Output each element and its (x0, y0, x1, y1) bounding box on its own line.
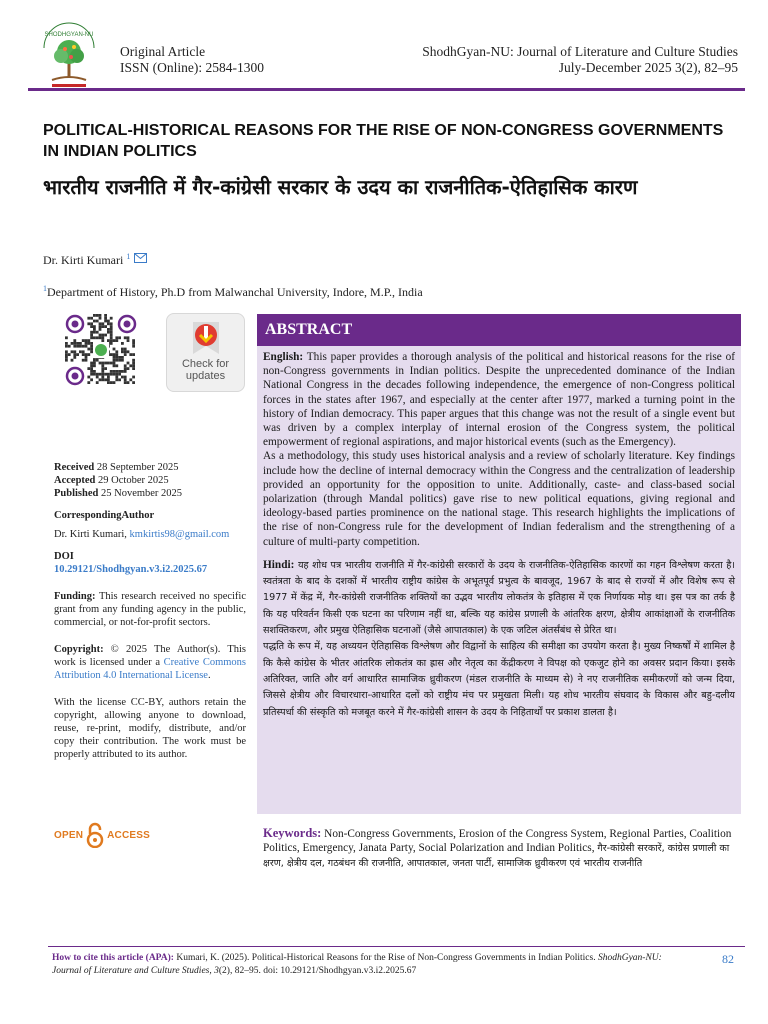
abstract-english-p2: As a methodology, this study uses historical analysis and a review of scholarly literature. Key findings include how the decline of internal democracy within the Congress and the centralization of leadership provided an opportunity for the opposition to unite. Additionally, caste- and class-based social polarization (through Mandal politics) gave rise to new political equations, giving regional and ideology-based parties prominence on the national stage. This research highlights the implications of the rise of non-Congress rule for the development of Indian federalism and the strengthening of a culture of multi-party competition. (263, 450, 735, 548)
corresponding-block (54, 509, 246, 541)
open-lock-icon (85, 822, 105, 848)
abstract-hindi-p1: यह शोध पत्र भारतीय राजनीति में गैर-कांग्रेसी सरकारों के उदय के राजनीतिक-ऐतिहासिक कारणों का गहन विश्लेषण करता है। स्वतंत्रता के बाद के दशकों में भारतीय राष्ट्रीय कांग्रेस के अभूतपूर्व प्रभुत्व के बावजूद, 1967 के बाद से राज्यों में और विशेष रूप से 1977 में केंद्र में, गैर-कांग्रेसी राजनीतिक शक्तियों का उद्भव भारतीय लोकतंत्र के इतिहास में एक निर्णायक मोड़ था। इस पत्र का तर्क है कि यह परिवर्तन किसी एक घटना का परिणाम नहीं था, बल्कि यह कांग्रेस प्रणाली के आंतरिक क्षरण, क्षेत्रीय आकांक्षाओं के राजनीतिक सशक्तिकरण, और प्रमुख ऐतिहासिक घटनाओं (जैसे आपातकाल) के एक जटिल अंतर्संबंध से प्रेरित था। (263, 559, 735, 637)
open-access-logo (54, 822, 150, 848)
author-line (43, 252, 147, 268)
copyright-text: © 2025 The Author(s). This work is licensed under a (54, 644, 246, 668)
accepted-line (54, 474, 246, 487)
title-hindi: भारतीय राजनीति में गैर-कांग्रेसी सरकार के उदय का राजनीतिक-ऐतिहासिक कारण (43, 175, 638, 199)
journal-logo (38, 20, 100, 92)
abstract-heading: ABSTRACT (257, 314, 741, 346)
english-label: English: (263, 351, 304, 363)
article-info (120, 44, 264, 76)
published-date: 25 November 2025 (100, 488, 183, 499)
footer-divider (48, 946, 745, 947)
article-metadata (54, 461, 246, 770)
keywords-english: Non-Congress Governments, Erosion of the Congress System, Regional Parties, Coalition Politics, Emergency, Janata Party, Social Polarization and Indian Politics, (263, 828, 732, 855)
published-label: Published (54, 488, 99, 499)
citation-journal: ShodhGyan-NU: Journal of Literature and Culture Studies, 3 (52, 953, 662, 976)
abstract-body (257, 346, 741, 814)
funding-block (54, 590, 246, 629)
journal-issue: July-December 2025 3(2), 82–95 (558, 60, 738, 75)
affiliation-sup: 1 (43, 284, 47, 293)
abstract-english-p1: This paper provides a thorough analysis of the political and historical reasons for the rise of non-Congress governments in Indian politics. Despite the unprecedented dominance of the Indian National Congress in the decades following independence, the emergence of non-Congress political forces in the states after 1967, and especially at the center after 1977, marked a turning point in the history of Indian democracy. This paper argues that this change was not the result of a single event but was driven by a complex interplay of internal erosion of the Congress system, the political empowerment of regional aspirations, and major historical events (such as the Emergency). (263, 351, 736, 449)
citation-label: How to cite this article (APA): (52, 953, 174, 963)
copyright-block (54, 643, 246, 682)
corresponding-label: CorrespondingAuthor (54, 510, 155, 521)
accepted-date: 29 October 2025 (98, 475, 169, 486)
open-access-left: OPEN (54, 829, 84, 841)
author-name: Dr. Kirti Kumari (43, 253, 124, 267)
license-link[interactable]: Creative Commons Attribution 4.0 International License (54, 657, 246, 681)
page-number: 82 (722, 952, 734, 966)
check-for-updates-badge[interactable] (166, 313, 245, 392)
affiliation-text: Department of History, Ph.D from Malwanchal University, Indore, M.P., India (47, 285, 423, 299)
article-type: Original Article (120, 44, 206, 59)
open-access-right: ACCESS (107, 829, 151, 841)
funding-text: This research received no specific grant from any funding agency in the public, commercial, or not-for-profit sectors. (54, 591, 247, 628)
citation-text-b: (2), 82–95. doi: 10.29121/Shodhgyan.v3.i2.2025.67 (218, 966, 417, 976)
header-divider (28, 88, 745, 91)
keywords (263, 826, 733, 872)
email-icon[interactable] (134, 252, 147, 267)
abstract-hindi-p2: पद्धति के रूप में, यह अध्ययन ऐतिहासिक विश्लेषण और विद्वानों के साहित्य की समीक्षा का उपयोग करता है। मुख्य निष्कर्षों में शामिल है कि कैसे कांग्रेस के भीतर आंतरिक लोकतंत्र का ह्रास और नेतृत्व का केंद्रीकरण ने विपक्ष को एकजुट होने का अवसर प्रदान किया। इसके अतिरिक्त, जाति और वर्ग आधारित सामाजिक ध्रुवीकरण (मंडल राजनीति के माध्यम से) ने नए राजनीतिक समीकरणों को जन्म दिया, जिससे क्षेत्रीय और विचारधारा-आधारित दलों को राष्ट्रीय मंच पर प्रमुखता मिली। यह शोध भारतीय संघवाद के विकास और बहु-दलीय प्रतिस्पर्धा की संस्कृति को मजबूत करने में गैर-कांग्रेसी शासन के उदय के निहितार्थों पर प्रकाश डालता है। (263, 641, 735, 718)
hindi-label: Hindi: (263, 558, 295, 571)
corresponding-email-link[interactable]: kmkirtis98@gmail.com (129, 529, 230, 540)
author-sup: 1 (126, 252, 131, 261)
qr-code[interactable] (64, 313, 138, 387)
keywords-label: Keywords: (263, 826, 322, 840)
abstract-hindi (263, 557, 735, 721)
received-label: Received (54, 462, 95, 473)
abstract-english (263, 350, 735, 549)
check-for-updates-label: Check for updates (181, 358, 230, 382)
logo-text: SHODHGYAN-NU (44, 32, 94, 38)
keywords-hindi: गैर-कांग्रेसी सरकारें, कांग्रेस प्रणाली का क्षरण, क्षेत्रीय दल, गठबंधन की राजनीति, आपातकाल, जनता पार्टी, सामाजिक ध्रुवीकरण एवं भारतीय राजनीति (263, 843, 730, 870)
doi-label: DOI (54, 551, 74, 562)
citation-text-a: Kumari, K. (2025). Political-Historical Reasons for the Rise of Non-Congress Governments in Indian Politics. (176, 953, 596, 963)
funding-label: Funding: (54, 591, 96, 602)
issn: ISSN (Online): 2584-1300 (120, 60, 264, 75)
doi-block (54, 550, 246, 576)
dates-block (54, 461, 246, 500)
received-date: 28 September 2025 (96, 462, 179, 473)
journal-info (422, 44, 738, 76)
received-line (54, 461, 246, 474)
copyright-label: Copyright: (54, 644, 104, 655)
citation (52, 952, 692, 978)
title-english: POLITICAL-HISTORICAL REASONS FOR THE RISE OF NON-CONGRESS GOVERNMENTS IN INDIAN POLITICS (43, 122, 724, 160)
accepted-label: Accepted (54, 475, 96, 486)
doi-link[interactable]: 10.29121/Shodhgyan.v3.i2.2025.67 (54, 564, 208, 575)
affiliation (43, 284, 423, 300)
published-line (54, 487, 246, 500)
journal-name: ShodhGyan-NU: Journal of Literature and Culture Studies (422, 44, 738, 59)
copyright-end: . (207, 670, 211, 681)
corresponding-name: Dr. Kirti Kumari, (54, 529, 127, 540)
bookmark-icon (189, 320, 223, 356)
license-note: With the license CC-BY, authors retain the copyright, allowing anyone to download, reuse, re-print, modify, distribute, and/or copy their contribution. The work must be properly attributed to its author. (54, 697, 246, 760)
